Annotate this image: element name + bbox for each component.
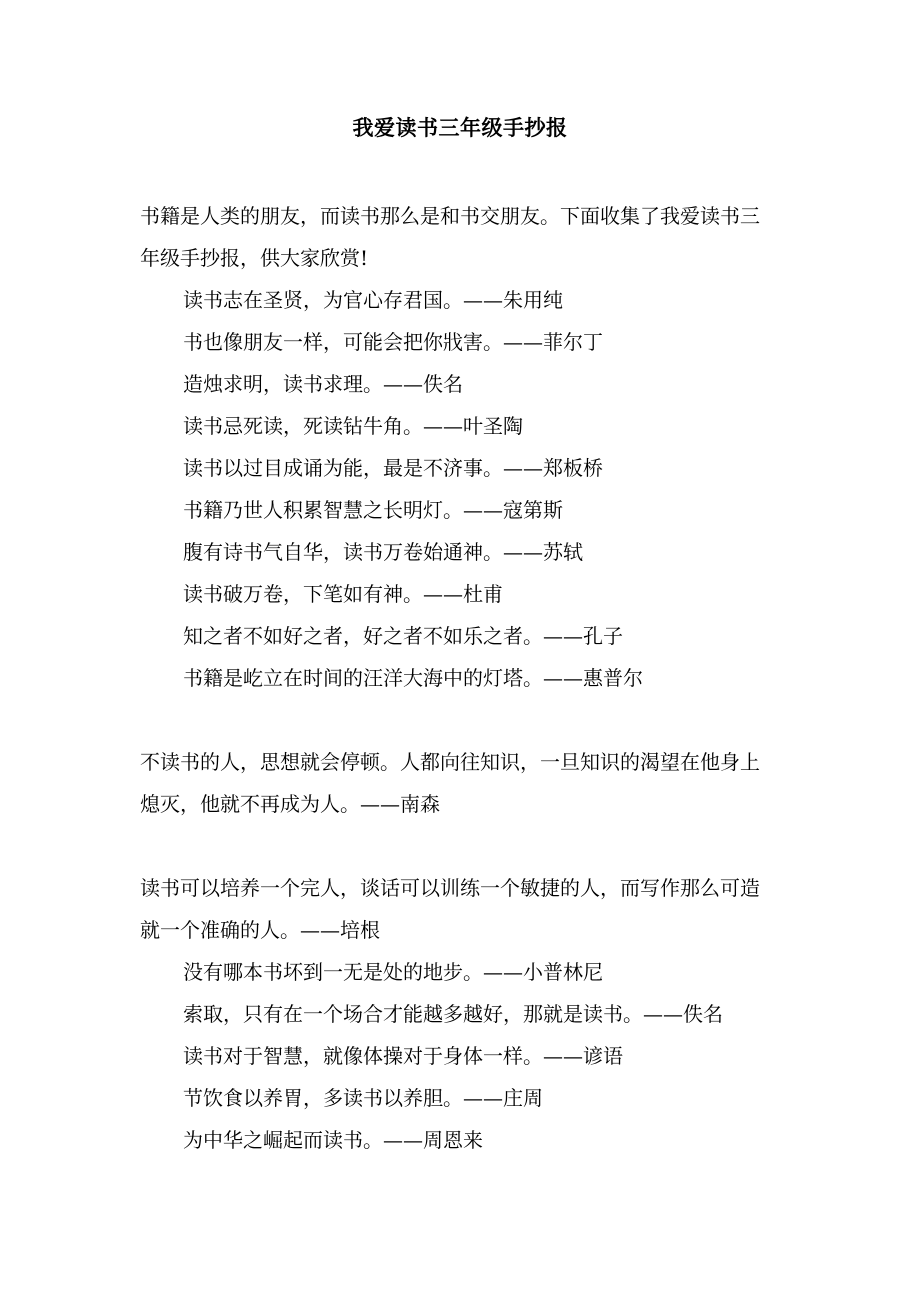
quote-line: 造烛求明，读书求理。——佚名	[183, 372, 463, 396]
quote-line: 腹有诗书气自华，读书万卷始通神。——苏轼	[183, 540, 583, 564]
nansen-paragraph: 不读书的人，思想就会停顿。人都向往知识，一旦知识的渴望在他身上熄灭，他就不再成为人。——南森	[140, 750, 760, 816]
quote-line: 读书忌死读，死读钻牛角。——叶圣陶	[183, 414, 523, 438]
quote-line: 读书破万卷，下笔如有神。——杜甫	[183, 582, 503, 606]
quote-line: 书也像朋友一样，可能会把你戕害。——菲尔丁	[183, 330, 603, 354]
quote-line: 索取，只有在一个场合才能越多越好，那就是读书。——佚名	[183, 1002, 723, 1026]
quote-line: 读书志在圣贤，为官心存君国。——朱用纯	[183, 288, 563, 312]
intro-paragraph: 书籍是人类的朋友，而读书那么是和书交朋友。下面收集了我爱读书三年级手抄报，供大家欣赏!	[140, 204, 760, 270]
quote-line: 书籍是屹立在时间的汪洋大海中的灯塔。——惠普尔	[183, 666, 643, 690]
quote-line: 书籍乃世人积累智慧之长明灯。——寇第斯	[183, 498, 563, 522]
quote-line: 为中华之崛起而读书。——周恩来	[183, 1128, 483, 1152]
quote-line: 知之者不如好之者，好之者不如乐之者。——孔子	[183, 624, 623, 648]
quote-line: 读书以过目成诵为能，最是不济事。——郑板桥	[183, 456, 603, 480]
bacon-paragraph: 读书可以培养一个完人，谈话可以训练一个敏捷的人，而写作那么可造就一个准确的人。——培根	[140, 876, 760, 942]
quote-line: 没有哪本书坏到一无是处的地步。——小普林尼	[183, 960, 603, 984]
document-title: 我爱读书三年级手抄报	[352, 115, 568, 140]
quote-line: 节饮食以养胃，多读书以养胆。——庄周	[183, 1086, 543, 1110]
quote-line: 读书对于智慧，就像体操对于身体一样。——谚语	[183, 1044, 623, 1068]
